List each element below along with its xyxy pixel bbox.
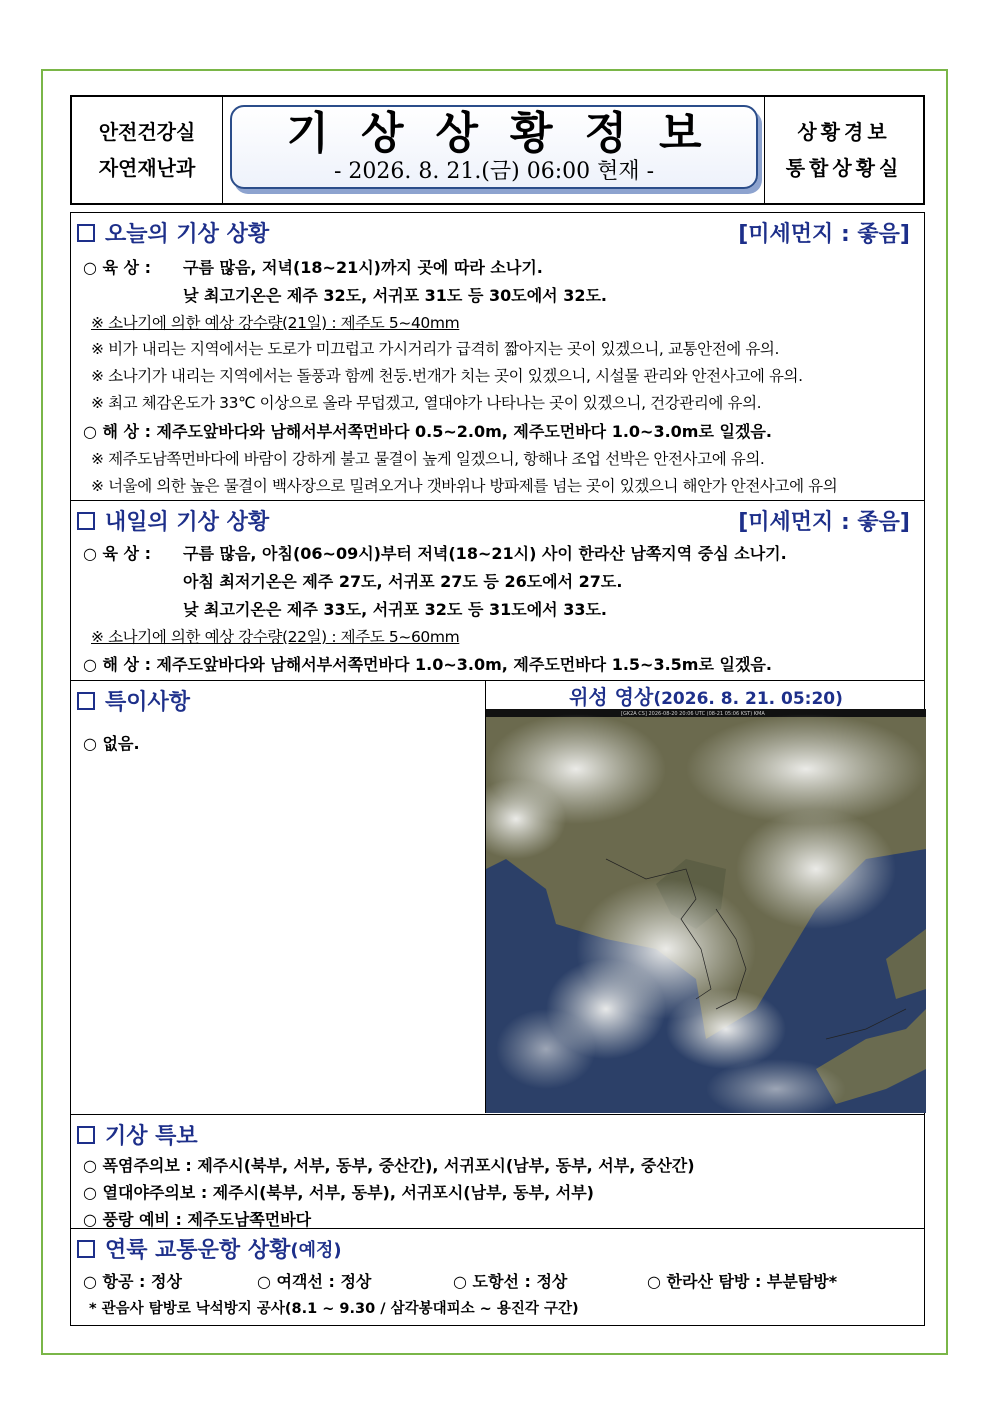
warnings-title: [77, 1119, 198, 1150]
report-body: [70, 212, 925, 1326]
special-title: [77, 685, 190, 716]
hallasan-footnote: * 관음사 탐방로 낙석방지 공사(8.1 ~ 9.30 / 삼각봉대피소 ~ 용진각 구간): [89, 1301, 579, 1317]
satellite-caption: [GK2A CS] 2026-08-20 20:06 UTC (08-21 05:06 KST) KMA: [621, 711, 765, 717]
tomorrow-fine-dust: [미세먼지 : 좋음]: [738, 510, 910, 535]
special-item: ○ 없음.: [83, 734, 140, 753]
island-ferry-status: ○ 도항선 : 정상: [453, 1272, 568, 1291]
today-land-line1: 구름 많음, 저녁(18~21시)까지 곳에 따라 소나기.: [183, 258, 543, 277]
today-heat-note: ※ 최고 체감온도가 33℃ 이상으로 올라 무덥겠고, 열대야가 나타나는 곳이 있겠으니, 건강관리에 유의.: [91, 394, 762, 412]
receiving-office: [764, 97, 923, 203]
warnings-section: [71, 1115, 924, 1229]
tomorrow-land-line3: 낮 최고기온은 제주 33도, 서귀포 32도 등 31도에서 33도.: [183, 600, 607, 619]
tropical-night-warning: ○ 열대야주의보 : 제주시(북부, 서부, 동부), 서귀포시(남부, 동부, 서부): [83, 1183, 594, 1202]
checkbox-icon: [77, 692, 95, 710]
office-line2: 통합상황실: [785, 156, 903, 180]
office-line1: 상황경보: [797, 120, 891, 144]
report-datetime: - 2026. 8. 21.(금) 06:00 현재 -: [333, 159, 655, 184]
transport-title-suffix: (예정): [290, 1239, 342, 1261]
tomorrow-title: [77, 505, 269, 536]
tomorrow-sea: ○ 해 상 : 제주도앞바다와 남해서부서쪽먼바다 1.0~3.0m, 제주도먼바다 1.5~3.5m로 일겠음.: [83, 655, 772, 674]
transport-title: [77, 1233, 342, 1264]
satellite-title: [486, 681, 926, 710]
heat-warning: ○ 폭염주의보 : 제주시(북부, 서부, 동부, 중산간), 서귀포시(남부, 동부, 서부, 중산간): [83, 1156, 695, 1175]
today-road-note: ※ 비가 내리는 지역에서는 도로가 미끄럽고 가시거리가 급격히 짧아지는 곳이 있겠으니, 교통안전에 유의.: [91, 340, 780, 358]
transport-title-text: 연륙 교통운항 상황: [105, 1238, 291, 1263]
today-rain-note: ※ 소나기에 의한 예상 강수량(21일) : 제주도 5~40mm: [91, 314, 460, 332]
special-panel: [71, 681, 486, 1113]
today-sea-note2: ※ 너울에 의한 높은 물결이 백사장으로 밀려오거나 갯바위나 방파제를 넘는 곳이 있겠으니 해안가 안전사고에 유의: [91, 477, 838, 495]
today-thunder-note: ※ 소나기가 내리는 지역에서는 돌풍과 함께 천둥.번개가 치는 곳이 있겠으니, 시설물 관리와 안전사고에 유의.: [91, 367, 803, 385]
satellite-map-graphic: [486, 709, 926, 1113]
today-land-label: ○ 육 상 :: [83, 258, 151, 277]
warnings-title-text: 기상 특보: [105, 1124, 198, 1149]
tomorrow-land-label: ○ 육 상 :: [83, 544, 151, 563]
report-title: 기상상황정보: [286, 108, 734, 159]
checkbox-icon: [77, 1126, 95, 1144]
tomorrow-land-line1: 구름 많음, 아침(06~09시)부터 저녁(18~21시) 사이 한라산 남쪽지역 중심 소나기.: [183, 544, 787, 563]
hallasan-status: ○ 한라산 탐방 : 부분탐방*: [647, 1272, 838, 1291]
ferry-status: ○ 여객선 : 정상: [257, 1272, 372, 1291]
checkbox-icon: [77, 1240, 95, 1258]
checkbox-icon: [77, 512, 95, 530]
today-section: [71, 213, 924, 501]
today-fine-dust: [미세먼지 : 좋음]: [738, 222, 910, 247]
wind-wave-preliminary: ○ 풍랑 예비 : 제주도남쪽먼바다: [83, 1210, 312, 1229]
air-status: ○ 항공 : 정상: [83, 1272, 182, 1291]
report-header: [70, 95, 925, 205]
special-title-text: 특이사항: [105, 690, 191, 715]
today-sea-note1: ※ 제주도남쪽먼바다에 바람이 강하게 불고 물결이 높게 일겠으니, 항해나 조업 선박은 안전사고에 유의.: [91, 450, 765, 468]
title-box: [230, 105, 758, 189]
today-title: [77, 217, 269, 248]
satellite-image: [486, 709, 926, 1113]
special-satellite-row: [71, 681, 924, 1115]
tomorrow-land-line2: 아침 최저기온은 제주 27도, 서귀포 27도 등 26도에서 27도.: [183, 572, 623, 591]
tomorrow-rain-note: ※ 소나기에 의한 예상 강수량(22일) : 제주도 5~60mm: [91, 628, 460, 646]
today-sea: ○ 해 상 : 제주도앞바다와 남해서부서쪽먼바다 0.5~2.0m, 제주도먼바다 1.0~3.0m로 일겠음.: [83, 422, 772, 441]
today-land-line2: 낮 최고기온은 제주 32도, 서귀포 31도 등 30도에서 32도.: [183, 286, 607, 305]
transport-section: [71, 1229, 924, 1325]
satellite-title-text: 위성 영상: [569, 685, 654, 709]
tomorrow-title-text: 내일의 기상 상황: [105, 510, 270, 535]
satellite-panel: [486, 681, 924, 1113]
checkbox-icon: [77, 224, 95, 242]
today-title-text: 오늘의 기상 상황: [105, 222, 270, 247]
issuing-department: [72, 97, 223, 203]
satellite-time: (2026. 8. 21. 05:20): [653, 689, 843, 709]
department-line1: 안전건강실: [98, 120, 196, 144]
tomorrow-section: [71, 501, 924, 681]
department-line2: 자연재난과: [98, 156, 196, 180]
